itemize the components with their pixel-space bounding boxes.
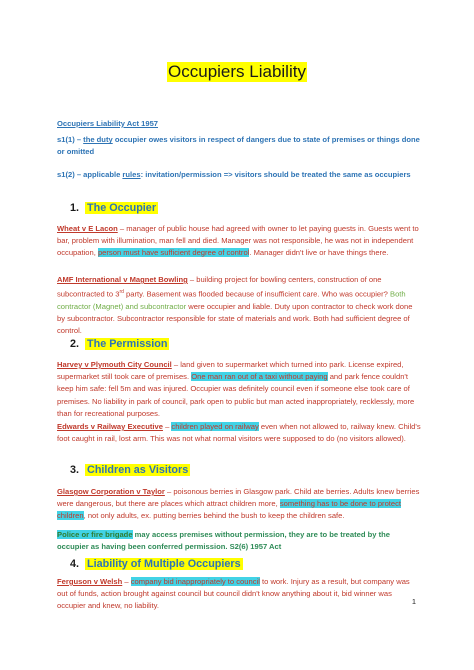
s1-1-prefix: s1(1) –	[57, 135, 84, 145]
case-name[interactable]: AMF International v Magnet Bowling	[57, 275, 188, 284]
case-green-text: Both contractor (Magnet) and subcontractor	[57, 289, 406, 311]
case-name[interactable]: Glasgow Corporation v Taylor	[57, 487, 165, 496]
section-heading-1	[70, 200, 158, 216]
case-text: – building project for bowling centers, construction of one subcontracted to 3	[57, 275, 382, 299]
case-text: were occupier and liable. Duty upon contractor to check work done by subcontractor. Subcontractor responsible for state of materials and work. Both had sufficient degree of control.	[57, 301, 413, 336]
case-dash: –	[122, 577, 131, 586]
case-dash: –	[162, 422, 172, 431]
case-name[interactable]: Harvey v Plymouth City Council	[57, 360, 172, 369]
s1-1-text: occupier owes visitors in respect of dangers due to state of premises or things done or omitted	[57, 135, 420, 157]
section-heading-3	[70, 462, 190, 478]
section-title: Liability of Multiple Occupiers	[87, 558, 241, 570]
section-heading-2	[70, 336, 169, 352]
section-number: 1.	[70, 202, 80, 214]
section-number: 4.	[70, 558, 80, 570]
case-name[interactable]: Edwards v Railway Executive	[57, 422, 163, 431]
case-glasgow	[57, 486, 422, 523]
case-text: to work. Injury as a result, but company was out of funds, action brought against council but council didn't know anything about it, bid winner was occupier and knew, no liability.	[57, 577, 410, 611]
police-highlight: Police or fire brigade	[57, 530, 133, 539]
s1-2-prefix: s1(2) – applicable	[57, 169, 123, 179]
s1-2-text: : invitation/permission => visitors should be treated the same as occupiers	[140, 169, 411, 179]
s1-2-link[interactable]: rules	[122, 169, 141, 179]
case-text: – poisonous berries in Glasgow park. Child ate berries. Adults knew berries were dangerous, but there are places which attract children more,	[57, 487, 420, 509]
police-text: may access premises without permission, they are to be treated by the occupier as having been conferred permission. S2(6) 1957 Act	[57, 530, 390, 552]
case-highlight: One man ran out of a taxi without paying	[191, 372, 328, 382]
case-text: even when not allowed to, railway knew. Child's foot caught in rail, lost arm. This was not what normal visitors were supposed to do (no visitors allowed).	[57, 422, 421, 444]
section-number: 2.	[70, 338, 80, 350]
s1-2-line	[57, 169, 422, 181]
act-heading: Occupiers Liability Act 1957	[57, 119, 159, 128]
police-note	[57, 529, 422, 553]
case-highlight: something has to be done to protect children	[57, 499, 402, 521]
case-highlight: company bid inappropriately to council	[130, 577, 260, 586]
case-name[interactable]: Wheat v E Lacon	[57, 224, 118, 233]
section-number: 3.	[70, 464, 80, 476]
section-heading-4	[70, 556, 243, 572]
case-text: – manager of public house had agreed with owner to let paying guests in. Guests went to bar, problem with illumination, man fell and died. Manager was not responsible, he was not in independent occupation,	[57, 224, 419, 258]
case-text: – land given to supermarket which turned into park. License expired, supermarket still took care of premises.	[57, 360, 404, 382]
superscript: rd	[119, 289, 124, 296]
case-text: party. Basement was flooded because of insufficient care. Who was occupier?	[123, 289, 390, 299]
case-amf	[57, 274, 422, 338]
page-title: Occupiers Liability	[168, 62, 306, 81]
case-ferguson	[57, 576, 422, 613]
s1-1-line	[57, 134, 422, 158]
case-harvey	[57, 359, 422, 420]
section-title: The Occupier	[87, 202, 157, 214]
case-edwards	[57, 421, 422, 445]
case-name[interactable]: Ferguson v Welsh	[57, 577, 123, 586]
section-title: The Permission	[87, 338, 168, 350]
case-text: , not only adults, ex. putting berries behind the bush to keep the children safe.	[83, 511, 345, 521]
case-highlight: person must have sufficient degree of control	[97, 248, 250, 258]
case-wheat	[57, 223, 422, 260]
case-highlight: children played on railway	[171, 422, 259, 431]
title-container	[0, 62, 474, 82]
s1-1-link[interactable]: the duty	[83, 135, 113, 145]
case-text: and park fence couldn't keep him safe: fell 5m and was injured. Occupier was definitely council even if someone else took care of premises. No liability in park of council, park open to public but man acted inappropriately, recklessly, more than for recreational purposes.	[57, 372, 415, 418]
act-section	[57, 118, 422, 181]
page-number: 1	[411, 597, 416, 606]
case-text: . Manager didn't live or have things there.	[249, 248, 389, 258]
section-title: Children as Visitors	[87, 464, 189, 476]
